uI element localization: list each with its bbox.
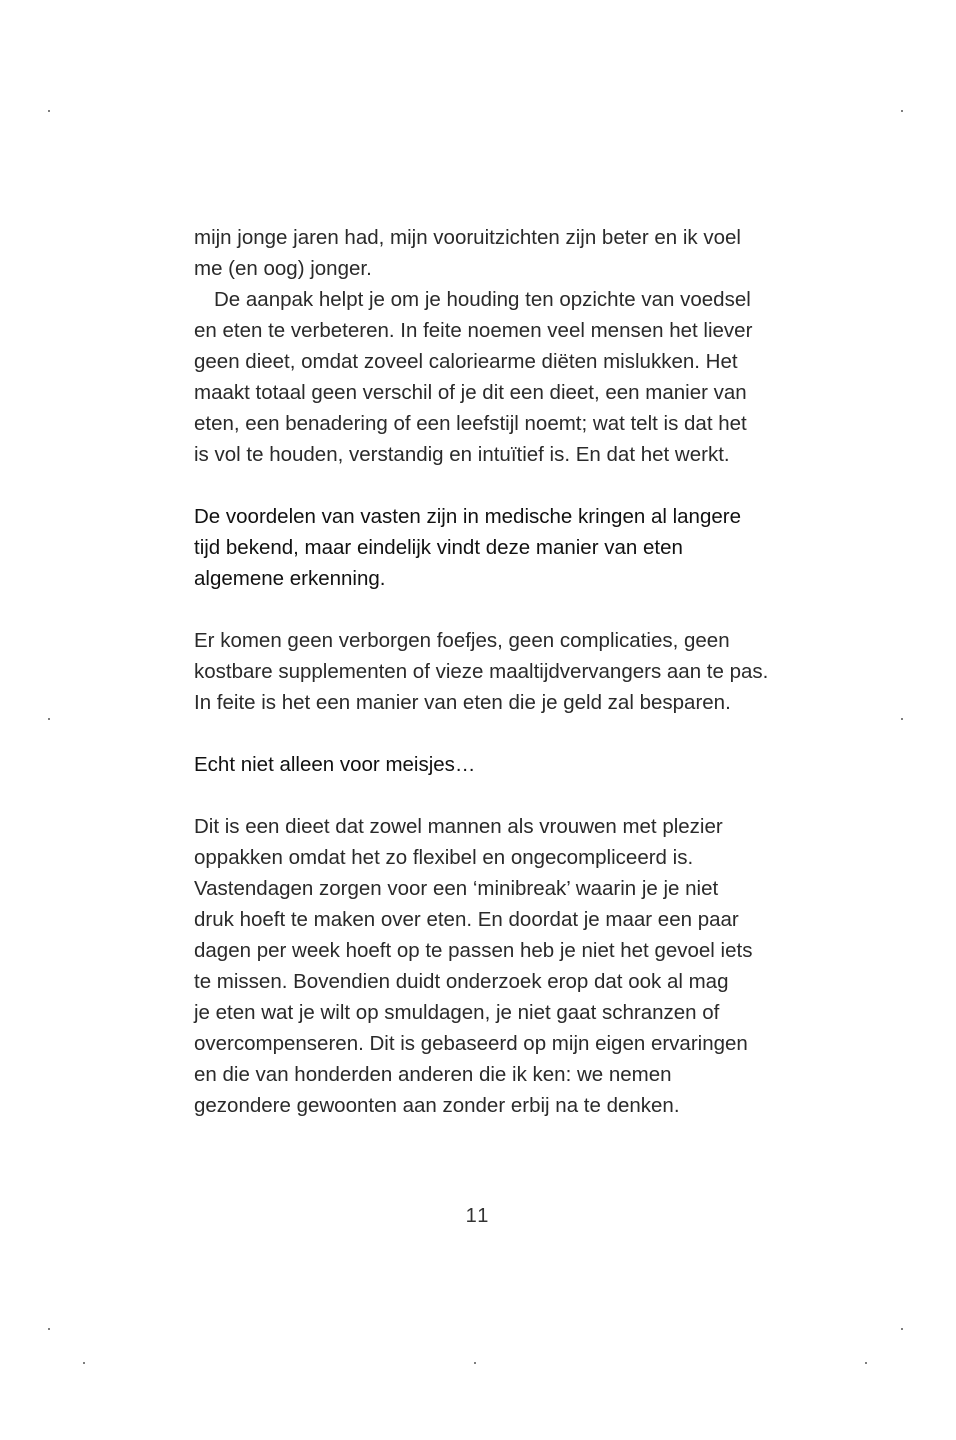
paragraph [194,625,774,718]
text-line: maakt totaal geen verschil of je dit een dieet, een manier van [194,381,747,404]
crop-mark [48,110,50,112]
section-heading: Echt niet alleen voor meisjes… [194,753,476,776]
body-text [194,222,774,1121]
paragraph-continuation [194,222,774,284]
text-line: is vol te houden, verstandig en intuïtief is. En dat het werkt. [194,443,730,466]
text-line: geen dieet, omdat zoveel caloriearme diëten mislukken. Het [194,350,738,373]
text-line: eten, een benadering of een leefstijl noemt; wat telt is dat het [194,412,747,435]
text-line: dagen per week hoeft op te passen heb je niet het gevoel iets [194,939,753,962]
text-line: Vastendagen zorgen voor een ‘minibreak’ waarin je je niet [194,877,719,900]
text-line: en eten te verbeteren. In feite noemen veel mensen het liever [194,319,753,342]
crop-mark [474,1362,476,1364]
text-line: gezondere gewoonten aan zonder erbij na te denken. [194,1094,680,1117]
crop-mark [48,718,50,720]
text-line: je eten wat je wilt op smuldagen, je niet gaat schranzen of [194,1001,720,1024]
text-line: kostbare supplementen of vieze maaltijdvervangers aan te pas. [194,660,769,683]
text-line: algemene erkenning. [194,567,386,590]
paragraph [194,284,774,470]
text-line: tijd bekend, maar eindelijk vindt deze manier van eten [194,536,683,559]
crop-mark [865,1362,867,1364]
crop-mark [83,1362,85,1364]
text-line: In feite is het een manier van eten die je geld zal besparen. [194,691,731,714]
text-line: De voordelen van vasten zijn in medische kringen al langere [194,505,741,528]
crop-mark [901,718,903,720]
text-line: en die van honderden anderen die ik ken: we nemen [194,1063,672,1086]
text-line: oppakken omdat het zo flexibel en ongecompliceerd is. [194,846,694,869]
crop-mark [48,1328,50,1330]
crop-mark [901,110,903,112]
text-line: overcompenseren. Dit is gebaseerd op mijn eigen ervaringen [194,1032,748,1055]
pull-quote [194,501,774,594]
text-line: Dit is een dieet dat zowel mannen als vrouwen met plezier [194,815,723,838]
text-line: De aanpak helpt je om je houding ten opzichte van voedsel [214,288,751,311]
text-line: mijn jonge jaren had, mijn vooruitzichten zijn beter en ik voel [194,226,741,249]
crop-mark [901,1328,903,1330]
text-line: te missen. Bovendien duidt onderzoek erop dat ook al mag [194,970,729,993]
page-number: 11 [465,1205,491,1227]
text-line: druk hoeft te maken over eten. En doordat je maar een paar [194,908,739,931]
text-line: me (en oog) jonger. [194,257,372,280]
paragraph [194,811,774,1121]
text-line: Er komen geen verborgen foefjes, geen complicaties, geen [194,629,730,652]
